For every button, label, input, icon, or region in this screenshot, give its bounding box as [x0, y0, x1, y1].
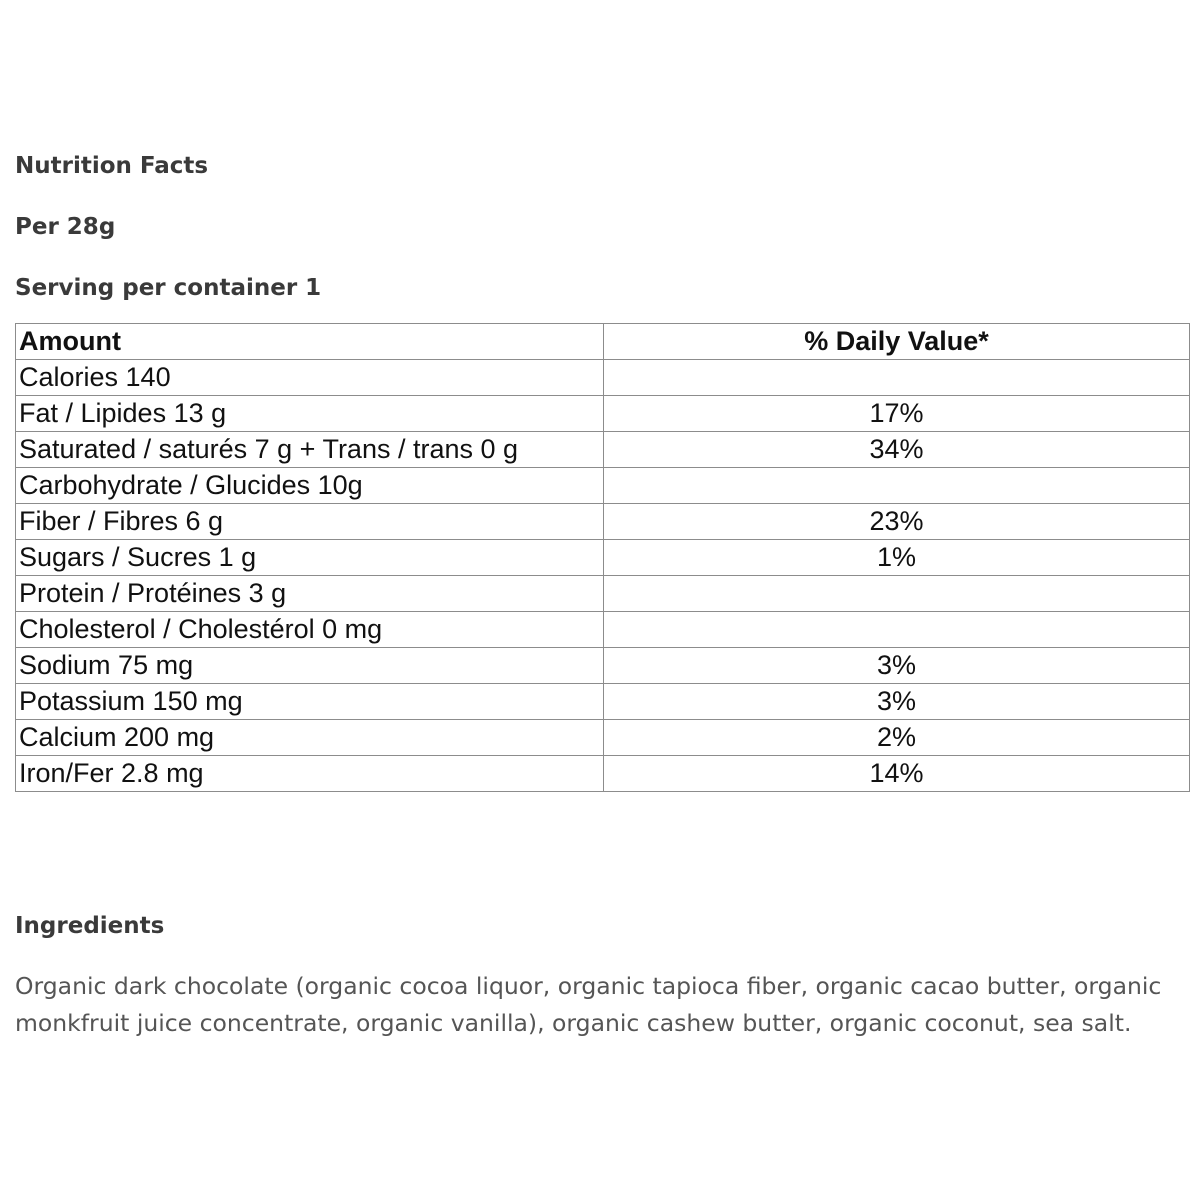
nutrient-amount: Sugars / Sucres 1 g — [16, 540, 604, 576]
nutrient-amount: Saturated / saturés 7 g + Trans / trans 0 g — [16, 432, 604, 468]
table-row — [16, 468, 1190, 504]
table-row — [16, 756, 1190, 792]
daily-value-header: % Daily Value* — [604, 324, 1190, 360]
table-row — [16, 612, 1190, 648]
nutrient-daily-value: 2% — [604, 720, 1190, 756]
nutrient-daily-value — [604, 468, 1190, 504]
table-row — [16, 540, 1190, 576]
nutrient-daily-value: 17% — [604, 396, 1190, 432]
table-row — [16, 720, 1190, 756]
table-row — [16, 684, 1190, 720]
nutrient-daily-value: 23% — [604, 504, 1190, 540]
amount-header: Amount — [16, 324, 604, 360]
nutrition-facts-title: Nutrition Facts — [15, 153, 209, 179]
nutrient-amount: Fat / Lipides 13 g — [16, 396, 604, 432]
nutrient-amount: Potassium 150 mg — [16, 684, 604, 720]
nutrition-table — [15, 323, 1190, 792]
table-row — [16, 396, 1190, 432]
table-header-row — [16, 324, 1190, 360]
table-row — [16, 504, 1190, 540]
nutrient-amount: Calcium 200 mg — [16, 720, 604, 756]
nutrient-amount: Sodium 75 mg — [16, 648, 604, 684]
ingredients-list: Organic dark chocolate (organic cocoa liquor, organic tapioca fiber, organic cacao butter, organic monkfruit juice concentrate, organic vanilla), organic cashew butter, organic coconut, sea salt. — [15, 972, 1162, 1037]
table-row — [16, 432, 1190, 468]
servings-per-container: Serving per container 1 — [15, 275, 322, 301]
nutrient-amount: Fiber / Fibres 6 g — [16, 504, 604, 540]
table-row — [16, 648, 1190, 684]
nutrient-daily-value — [604, 576, 1190, 612]
nutrient-daily-value: 3% — [604, 684, 1190, 720]
nutrient-amount: Protein / Protéines 3 g — [16, 576, 604, 612]
nutrient-daily-value: 3% — [604, 648, 1190, 684]
table-row — [16, 360, 1190, 396]
serving-size: Per 28g — [15, 214, 116, 240]
nutrient-daily-value: 34% — [604, 432, 1190, 468]
nutrient-daily-value — [604, 612, 1190, 648]
nutrient-daily-value: 1% — [604, 540, 1190, 576]
nutrient-amount: Carbohydrate / Glucides 10g — [16, 468, 604, 504]
nutrient-amount: Iron/Fer 2.8 mg — [16, 756, 604, 792]
table-row — [16, 576, 1190, 612]
nutrient-daily-value — [604, 360, 1190, 396]
ingredients-title: Ingredients — [15, 913, 165, 939]
nutrient-amount: Calories 140 — [16, 360, 604, 396]
nutrient-daily-value: 14% — [604, 756, 1190, 792]
nutrient-amount: Cholesterol / Cholestérol 0 mg — [16, 612, 604, 648]
